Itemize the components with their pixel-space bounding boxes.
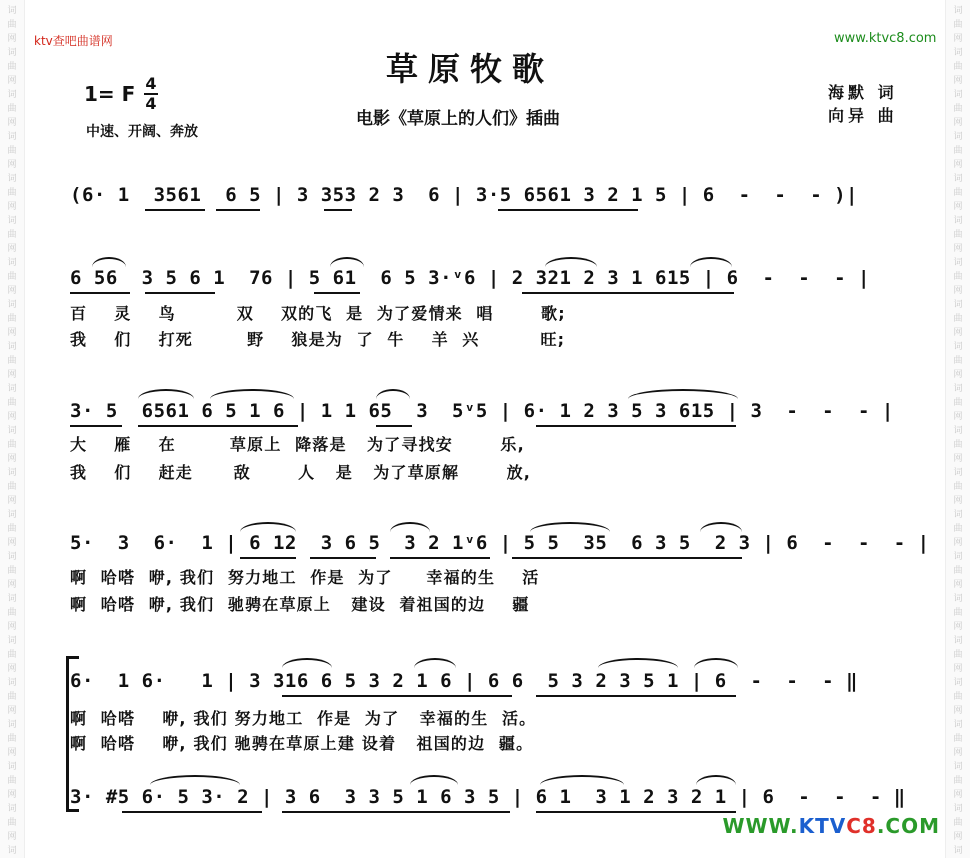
edge-glyph: 词: [953, 552, 963, 562]
edge-glyph: 曲: [7, 818, 17, 828]
edge-glyph: 网: [7, 496, 17, 506]
edge-glyph: 网: [953, 706, 963, 716]
edge-glyph: 词: [953, 48, 963, 58]
lyric-line-5a: 啊 哈嗒 咿, 我们 努力地工 作是 为了 幸福的生 活。: [70, 709, 537, 728]
edge-glyph: 词: [953, 300, 963, 310]
edge-glyph: 曲: [7, 272, 17, 282]
edge-glyph: 词: [7, 174, 17, 184]
edge-glyph: 曲: [7, 650, 17, 660]
edge-glyph: 曲: [7, 524, 17, 534]
edge-glyph: 词: [953, 90, 963, 100]
edge-glyph: 曲: [953, 356, 963, 366]
edge-glyph: 曲: [953, 818, 963, 828]
edge-glyph: 网: [953, 370, 963, 380]
edge-glyph: 曲: [7, 230, 17, 240]
edge-glyph: 网: [7, 790, 17, 800]
edge-glyph: 曲: [7, 608, 17, 618]
edge-glyph: 曲: [7, 104, 17, 114]
edge-glyph: 曲: [7, 188, 17, 198]
edge-glyph: 词: [7, 216, 17, 226]
lyric-line-2b: 我 们 打死 野 狼是为 了 牛 羊 兴 旺;: [70, 330, 566, 349]
edge-glyph: 词: [953, 594, 963, 604]
edge-glyph: 词: [7, 384, 17, 394]
edge-glyph: 网: [7, 370, 17, 380]
edge-glyph: 网: [7, 412, 17, 422]
site-link-left[interactable]: ktv查吧曲谱网: [34, 34, 113, 48]
lyric-line-2a: 百 灵 鸟 双 双的飞 是 为了爱情来 唱 歌;: [70, 304, 566, 323]
song-subtitle: 电影《草原上的人们》插曲: [356, 109, 560, 129]
edge-glyph: 网: [7, 454, 17, 464]
edge-glyph: 曲: [953, 482, 963, 492]
edge-glyph: 网: [7, 328, 17, 338]
edge-glyph: 词: [7, 762, 17, 772]
edge-glyph: 网: [7, 202, 17, 212]
edge-glyph: 曲: [7, 314, 17, 324]
edge-glyph: 词: [7, 846, 17, 856]
edge-glyph: 网: [953, 412, 963, 422]
edge-glyph: 词: [7, 300, 17, 310]
edge-glyph: 网: [953, 454, 963, 464]
edge-glyph: 词: [7, 48, 17, 58]
edge-glyph: 曲: [7, 734, 17, 744]
edge-glyph: 曲: [953, 650, 963, 660]
lyricist-credit: 海默 词: [828, 83, 898, 102]
edge-glyph: 曲: [7, 398, 17, 408]
edge-glyph: 曲: [7, 692, 17, 702]
edge-glyph: 词: [7, 6, 17, 16]
edge-glyph: 网: [953, 496, 963, 506]
edge-glyph: 网: [953, 76, 963, 86]
edge-glyph: 曲: [953, 398, 963, 408]
site-link-right[interactable]: www.ktvc8.com: [834, 31, 937, 46]
edge-glyph: 网: [953, 748, 963, 758]
edge-glyph: 曲: [7, 356, 17, 366]
lyric-line-5b: 啊 哈嗒 咿, 我们 驰骋在草原上建 设着 祖国的边 疆。: [70, 734, 534, 753]
score-line-2-notes: 6 56 3 5 6 1 76 | 5 61 6 5 3·ᵛ6 | 2 321 2 3 1 615 | 6 - - - |: [70, 267, 870, 289]
edge-glyph: 词: [953, 846, 963, 856]
lyric-line-4b: 啊 哈嗒 咿, 我们 驰骋在草原上 建设 着祖国的边 疆: [70, 595, 530, 614]
edge-glyph: 网: [953, 580, 963, 590]
edge-glyph: 词: [7, 720, 17, 730]
lyric-line-3b: 我 们 赶走 敌 人 是 为了草原解 放,: [70, 463, 532, 482]
edge-glyph: 曲: [953, 188, 963, 198]
right-edge-strip: [945, 0, 970, 858]
edge-glyph: 词: [7, 594, 17, 604]
score-line-4-notes: 5· 3 6· 1 | 6 12 3 6 5 3 2 1ᵛ6 | 5 5 35 6 3 5 2 3 | 6 - - - |: [70, 532, 930, 554]
edge-glyph: 网: [7, 580, 17, 590]
edge-glyph: 词: [7, 804, 17, 814]
edge-glyph: 网: [953, 118, 963, 128]
edge-glyph: 曲: [7, 776, 17, 786]
edge-glyph: 词: [953, 258, 963, 268]
edge-glyph: 曲: [7, 482, 17, 492]
edge-glyph: 网: [7, 538, 17, 548]
edge-glyph: 网: [7, 664, 17, 674]
edge-glyph: 网: [953, 286, 963, 296]
edge-glyph: 曲: [953, 230, 963, 240]
meter-bottom: 4: [145, 94, 157, 113]
edge-glyph: 网: [953, 664, 963, 674]
score-line-1-notes: (6· 1 3561 6 5 | 3 353 2 3 6 | 3·5 6561 3 2 1 5 | 6 - - - )|: [70, 184, 858, 206]
edge-glyph: 曲: [953, 272, 963, 282]
lyric-line-3a: 大 雁 在 草原上 降落是 为了寻找安 乐,: [70, 435, 525, 454]
edge-glyph: 词: [953, 132, 963, 142]
edge-glyph: 词: [953, 510, 963, 520]
song-title: 草原牧歌: [386, 50, 555, 88]
edge-glyph: 曲: [953, 62, 963, 72]
edge-glyph: 网: [7, 748, 17, 758]
edge-glyph: 网: [7, 832, 17, 842]
edge-glyph: 词: [953, 216, 963, 226]
edge-glyph: 网: [953, 328, 963, 338]
left-edge-strip: [0, 0, 25, 858]
edge-glyph: 曲: [7, 20, 17, 30]
ktvc8-watermark: WWW.KTVC8.COM: [722, 814, 940, 838]
edge-glyph: 网: [7, 76, 17, 86]
edge-glyph: 曲: [953, 20, 963, 30]
edge-glyph: 网: [7, 706, 17, 716]
edge-glyph: 曲: [953, 734, 963, 744]
edge-glyph: 网: [7, 118, 17, 128]
edge-glyph: 词: [7, 90, 17, 100]
edge-glyph: 曲: [953, 146, 963, 156]
edge-glyph: 网: [953, 202, 963, 212]
edge-glyph: 网: [7, 622, 17, 632]
edge-glyph: 网: [953, 160, 963, 170]
edge-glyph: 曲: [7, 440, 17, 450]
edge-glyph: 网: [7, 244, 17, 254]
score-line-5-notes: 6· 1 6· 1 | 3 316 6 5 3 2 1 6 | 6 6 5 3 2 3 5 1 | 6 - - - ‖: [70, 670, 858, 692]
edge-glyph: 词: [7, 510, 17, 520]
score-line-3-notes: 3· 5 6561 6 5 1 6 | 1 1 65 3 5ᵛ5 | 6· 1 2 3 5 3 615 | 3 - - - |: [70, 400, 894, 422]
edge-glyph: 词: [7, 636, 17, 646]
edge-glyph: 网: [953, 622, 963, 632]
edge-glyph: 词: [953, 636, 963, 646]
edge-glyph: 网: [953, 538, 963, 548]
edge-glyph: 曲: [953, 692, 963, 702]
edge-glyph: 曲: [953, 608, 963, 618]
edge-glyph: 词: [953, 678, 963, 688]
edge-glyph: 词: [953, 468, 963, 478]
edge-glyph: 词: [953, 762, 963, 772]
edge-glyph: 词: [953, 804, 963, 814]
edge-glyph: 网: [7, 286, 17, 296]
edge-glyph: 词: [953, 384, 963, 394]
composer-credit: 向异 曲: [828, 106, 898, 125]
edge-glyph: 曲: [953, 524, 963, 534]
lyric-line-4a: 啊 哈嗒 咿, 我们 努力地工 作是 为了 幸福的生 活: [70, 568, 540, 587]
meter-top: 4: [145, 74, 157, 93]
edge-glyph: 网: [7, 34, 17, 44]
edge-glyph: 网: [953, 832, 963, 842]
edge-glyph: 曲: [953, 104, 963, 114]
time-signature: [144, 76, 158, 112]
tempo-marking: 中速、开阔、奔放: [86, 124, 198, 140]
edge-glyph: 网: [953, 244, 963, 254]
edge-glyph: 曲: [7, 566, 17, 576]
edge-glyph: 曲: [7, 146, 17, 156]
edge-glyph: 网: [953, 34, 963, 44]
edge-glyph: 词: [7, 678, 17, 688]
edge-glyph: 词: [953, 720, 963, 730]
edge-glyph: 曲: [953, 314, 963, 324]
edge-glyph: 词: [7, 258, 17, 268]
edge-glyph: 词: [7, 132, 17, 142]
edge-glyph: 词: [953, 6, 963, 16]
edge-glyph: 词: [953, 174, 963, 184]
edge-glyph: 词: [7, 342, 17, 352]
edge-glyph: 曲: [953, 440, 963, 450]
score-line-6-notes: 3· #5 6· 5 3· 2 | 3 6 3 3 5 1 6 3 5 | 6 1 3 1 2 3 2 1 | 6 - - - ‖: [70, 786, 906, 808]
edge-glyph: 词: [7, 426, 17, 436]
edge-glyph: 词: [7, 468, 17, 478]
edge-glyph: 曲: [953, 566, 963, 576]
edge-glyph: 网: [953, 790, 963, 800]
edge-glyph: 词: [7, 552, 17, 562]
key-signature: 1= F: [84, 82, 136, 106]
edge-glyph: 曲: [953, 776, 963, 786]
edge-glyph: 词: [953, 426, 963, 436]
edge-glyph: 曲: [7, 62, 17, 72]
edge-glyph: 网: [7, 160, 17, 170]
edge-glyph: 词: [953, 342, 963, 352]
